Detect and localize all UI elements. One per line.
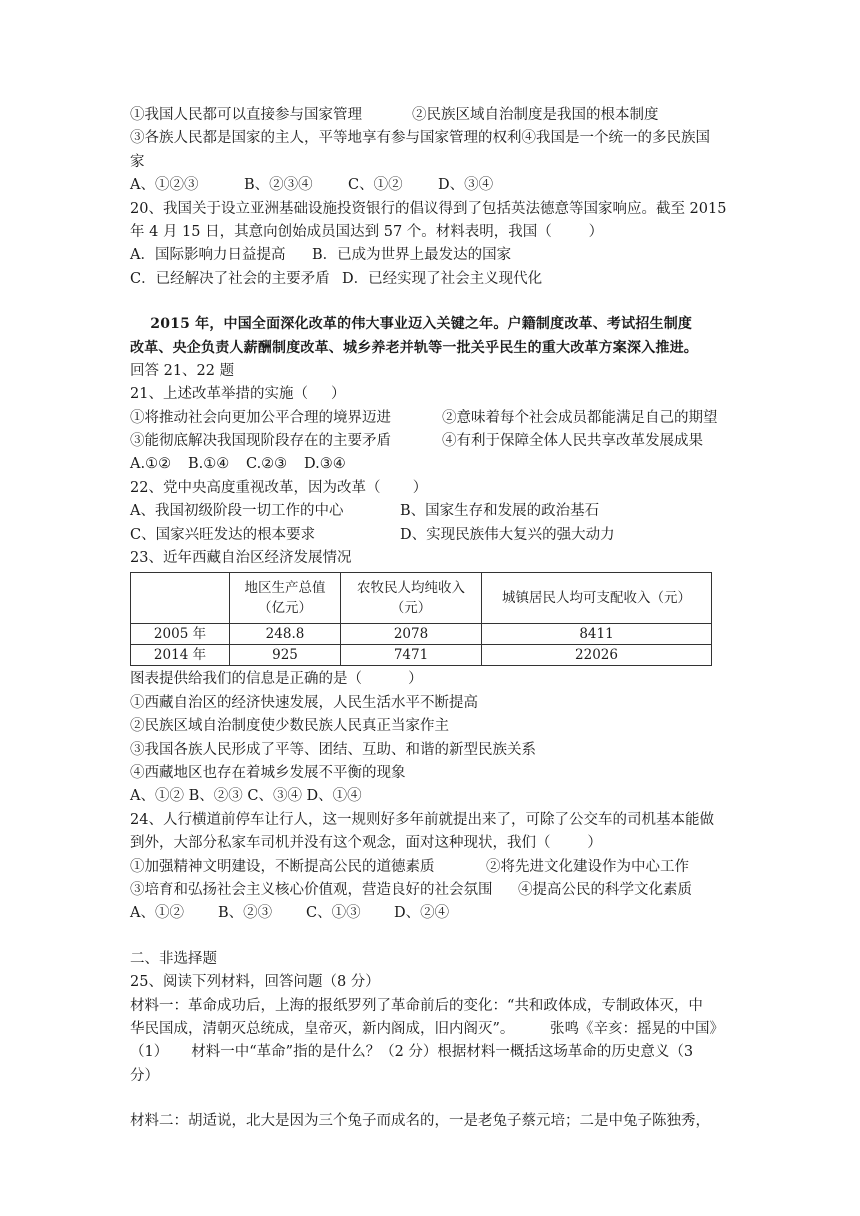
- q23-question: 图表提供给我们的信息是正确的是（ ）: [130, 671, 423, 688]
- q19-choice-b: B、②③④: [244, 177, 313, 194]
- table-row: [131, 624, 712, 645]
- q20-option-b: B．已成为世界上最发达的国家: [312, 247, 512, 264]
- q19-option-row-1: [130, 104, 730, 127]
- q21-choice-a: A.①②: [130, 456, 172, 473]
- q24-stem-2: 到外，大部分私家车司机并没有这个观念，面对这种现状，我们（ ）: [130, 835, 602, 852]
- q20-option-d: D．已经实现了社会主义现代化: [342, 270, 543, 287]
- q21-option-2: ②意味着每个社会成员都能满足自己的期望: [442, 409, 718, 426]
- material-1-line-1: 材料一：革命成功后，上海的报纸罗列了革命前后的变化：“共和政体成，专制政体灭，中: [130, 997, 703, 1014]
- q23-option-4: ④西藏地区也存在着城乡发展不平衡的现象: [130, 764, 406, 781]
- q21-options-34: [130, 430, 730, 453]
- q19-option-2: ②民族区域自治制度是我国的根本制度: [412, 107, 659, 123]
- q24-options-34: [130, 879, 730, 902]
- q19-choice-c: C、①②: [348, 177, 403, 194]
- passage-line-3: 回答 21、22 题: [130, 362, 235, 379]
- q24-stem-1: 24、人行横道前停车让行人，这一规则好多年前就提出来了，可除了公交车的司机基本能做: [130, 811, 714, 828]
- q22-options-cd: [130, 524, 730, 547]
- table-cell: 925: [230, 645, 341, 666]
- q21-options-12: [130, 407, 730, 430]
- q22-option-d: D、实现民族伟大复兴的强大动力: [400, 526, 615, 543]
- q19-choice-d: D、③④: [438, 177, 494, 194]
- q25-stem: 25、阅读下列材料，回答问题（8 分）: [130, 974, 380, 991]
- q23-stem: 23、近年西藏自治区经济发展情况: [130, 550, 352, 567]
- q21-stem: 21、上述改革举措的实施（ ）: [130, 386, 346, 403]
- exam-page: [130, 104, 730, 1133]
- q19-option-row-2-cont: 家: [130, 153, 145, 170]
- table-header-cell: 农牧民人均纯收入 （元）: [341, 573, 482, 624]
- economy-table: [130, 572, 712, 666]
- table-cell: 2014 年: [131, 645, 230, 666]
- q19-option-row-2: ③各族人民都是国家的主人，平等地享有参与国家管理的权利④我国是一个统一的多民族国: [130, 130, 710, 147]
- table-header-row: [131, 573, 712, 624]
- table-cell: 2005 年: [131, 624, 230, 645]
- table-row: [131, 645, 712, 666]
- q21-choices: [130, 453, 730, 476]
- q24-option-2: ②将先进文化建设作为中心工作: [486, 858, 689, 875]
- q24-choice-c: C、①③: [306, 905, 361, 922]
- q22-option-a: A、我国初级阶段一切工作的中心: [130, 503, 344, 520]
- q20-options-cd: [130, 268, 730, 291]
- q22-option-c: C、国家兴旺发达的根本要求: [130, 526, 316, 543]
- q22-options-ab: [130, 500, 730, 523]
- q21-option-1: ①将推动社会向更加公平合理的境界迈进: [130, 409, 391, 426]
- table-cell: 7471: [341, 645, 482, 666]
- q21-option-3: ③能彻底解决我国现阶段存在的主要矛盾: [130, 433, 391, 450]
- q19-option-1: ①我国人民都可以直接参与国家管理: [130, 107, 362, 123]
- q24-option-3: ③培育和弘扬社会主义核心价值观，营造良好的社会氛围: [130, 881, 493, 898]
- sub-question-1-line-1: （1） 材料一中“革命”指的是什么？（2 分）根据材料一概括这场革命的历史意义（3: [130, 1044, 694, 1061]
- q23-option-2: ②民族区域自治制度使少数民族人民真正当家作主: [130, 718, 449, 735]
- q23-option-3: ③我国各族人民形成了平等、团结、互助、和谐的新型民族关系: [130, 741, 536, 758]
- q24-choice-b: B、②③: [218, 905, 273, 922]
- q19-choice-a: A、①②③: [130, 177, 199, 194]
- section-title: 二、非选择题: [130, 950, 217, 967]
- q20-options-ab: [130, 244, 730, 267]
- table-header-cell: 城镇居民人均可支配收入（元）: [482, 573, 712, 624]
- q24-choice-a: A、①②: [130, 905, 184, 922]
- sub-question-1-line-2: 分）: [130, 1067, 159, 1084]
- q21-choice-d: D.③④: [304, 456, 346, 473]
- q21-choice-c: C.②③: [246, 456, 288, 473]
- table-cell: 2078: [341, 624, 482, 645]
- q24-option-4: ④提高公民的科学文化素质: [518, 881, 692, 898]
- q20-option-c: C．已经解决了社会的主要矛盾: [130, 270, 330, 287]
- q22-stem: 22、党中央高度重视改革，因为改革（ ）: [130, 479, 428, 496]
- q24-choices: [130, 902, 730, 925]
- material-1-line-2: [130, 1018, 730, 1041]
- table-header-cell: 地区生产总值 （亿元）: [230, 573, 341, 624]
- q20-stem-1: 20、我国关于设立亚洲基础设施投资银行的倡议得到了包括英法德意等国家响应。截至 2015: [130, 200, 727, 217]
- table-cell: 8411: [482, 624, 712, 645]
- table-header-cell: [131, 573, 230, 624]
- q22-option-b: B、国家生存和发展的政治基石: [400, 503, 600, 520]
- q24-option-1: ①加强精神文明建设，不断提高公民的道德素质: [130, 858, 435, 875]
- q21-choice-b: B.①④: [188, 456, 230, 473]
- q23-choices: A、①② B、②③ C、③④ D、①④: [130, 788, 362, 805]
- q20-option-a: A．国际影响力日益提高: [130, 247, 286, 264]
- q20-stem-2: 年 4 月 15 日，其意向创始成员国达到 57 个。材料表明，我国（ ）: [130, 223, 604, 240]
- q24-choice-d: D、②④: [394, 905, 450, 922]
- passage-line-2: 改革、央企负责人薪酬制度改革、城乡养老并轨等一批关乎民生的重大改革方案深入推进。: [130, 339, 698, 356]
- q19-choices: [130, 174, 730, 197]
- q21-option-4: ④有利于保障全体人民共享改革发展成果: [442, 433, 703, 450]
- table-cell: 22026: [482, 645, 712, 666]
- material-1-source: 张鸣《辛亥：摇晃的中国》: [550, 1020, 724, 1037]
- q24-options-12: [130, 856, 730, 879]
- q23-option-1: ①西藏自治区的经济快速发展，人民生活水平不断提高: [130, 694, 478, 711]
- passage-line-1: 2015 年，中国全面深化改革的伟大事业迈入关键之年。户籍制度改革、考试招生制度: [130, 316, 693, 333]
- material-2-line-1: 材料二：胡适说，北大是因为三个兔子而成名的，一是老兔子蔡元培；二是中兔子陈独秀，: [130, 1113, 710, 1130]
- table-cell: 248.8: [230, 624, 341, 645]
- material-1-text: 华民国成，清朝灭总统成，皇帝灭，新内阁成，旧内阁灭”。: [130, 1020, 515, 1037]
